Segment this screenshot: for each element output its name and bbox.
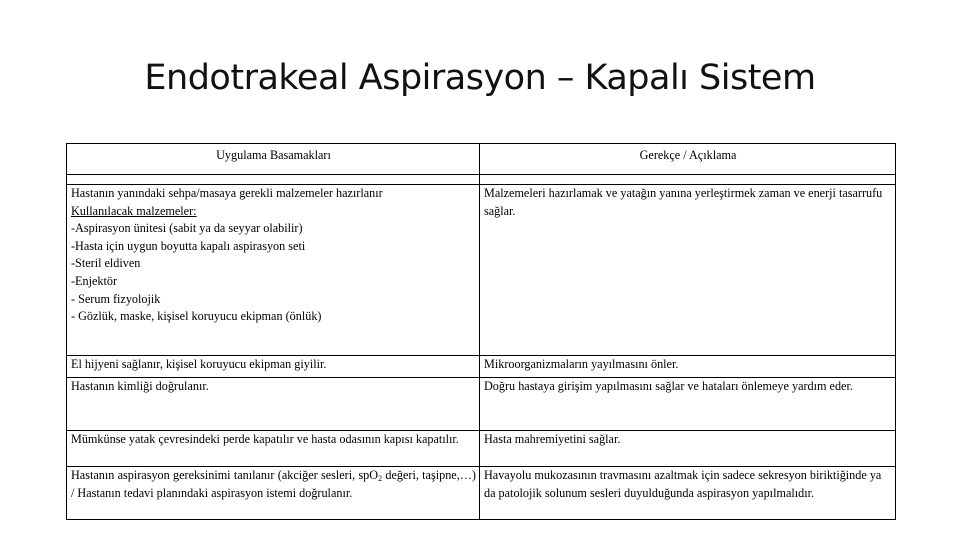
step-cell: Hastanın kimliği doğrulanır. bbox=[67, 378, 480, 431]
rationale-cell: Malzemeleri hazırlamak ve yatağın yanına yerleştirmek zaman ve enerji tasarrufu sağlar. bbox=[480, 185, 896, 356]
material-item: -Hasta için uygun boyutta kapalı aspirasyon seti bbox=[71, 238, 306, 253]
header-rationale: Gerekçe / Açıklama bbox=[480, 144, 896, 175]
table-row bbox=[67, 378, 896, 431]
step-cell: Mümkünse yatak çevresindeki perde kapatılır ve hasta odasının kapısı kapatılır. bbox=[67, 431, 480, 467]
material-item: -Enjektör bbox=[71, 273, 118, 288]
material-item: -Steril eldiven bbox=[71, 256, 141, 271]
step-cell bbox=[67, 467, 480, 520]
rationale-cell: Mikroorganizmaların yayılmasını önler. bbox=[480, 356, 896, 378]
rationale-cell: Doğru hastaya girişim yapılmasını sağlar ve hataları önlemeye yardım eder. bbox=[480, 378, 896, 431]
header-steps: Uygulama Basamakları bbox=[67, 144, 480, 175]
table-header-row bbox=[67, 144, 896, 175]
step-text-end: değeri, taşipne,…) / Hastanın tedavi planındaki aspirasyon istemi doğrulanır. bbox=[71, 468, 476, 500]
rationale-cell: Havayolu mukozasının travmasını azaltmak için sadece sekresyon biriktiğinde ya da patolojik solunum sesleri duyulduğunda aspirasyon yapılmalıdır. bbox=[480, 467, 896, 520]
rationale-cell: Hasta mahremiyetini sağlar. bbox=[480, 431, 896, 467]
material-item: - Serum fizyolojik bbox=[71, 291, 161, 306]
procedure-table bbox=[66, 143, 896, 520]
material-item: - Gözlük, maske, kişisel koruyucu ekipman (önlük) bbox=[71, 309, 322, 324]
table-row bbox=[67, 431, 896, 467]
table-row bbox=[67, 185, 896, 356]
materials-heading: Kullanılacak malzemeler: bbox=[71, 203, 197, 218]
step-line: Hastanın yanındaki sehpa/masaya gerekli malzemeler hazırlanır bbox=[71, 186, 383, 200]
table-row bbox=[67, 467, 896, 520]
material-item: -Aspirasyon ünitesi (sabit ya da seyyar olabilir) bbox=[71, 221, 303, 236]
step-text-start: Hastanın aspirasyon gereksinimi tanılanır (akciğer sesleri, sp bbox=[71, 468, 370, 482]
step-text-o: O bbox=[369, 468, 379, 482]
step-cell: El hijyeni sağlanır, kişisel koruyucu ekipman giyilir. bbox=[67, 356, 480, 378]
step-cell bbox=[67, 185, 480, 356]
header-gap-row bbox=[67, 175, 896, 185]
table-row bbox=[67, 356, 896, 378]
slide-title: Endotrakeal Aspirasyon – Kapalı Sistem bbox=[144, 58, 816, 98]
subscript-2: 2 bbox=[378, 474, 383, 483]
